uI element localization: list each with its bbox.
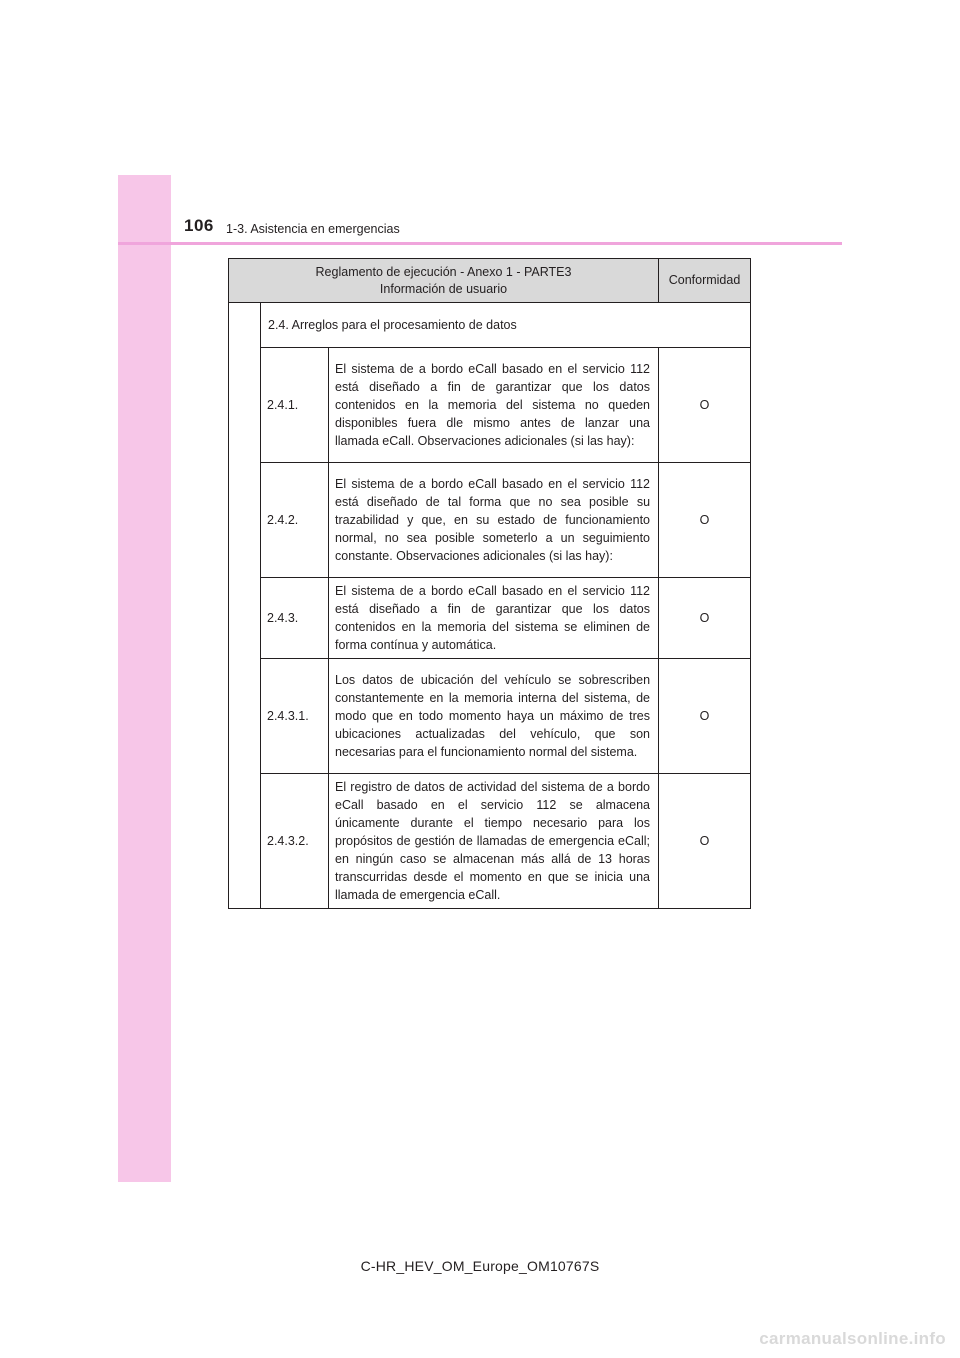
row-conformity-mark: O <box>659 659 751 774</box>
row-text: El sistema de a bordo eCall basado en el servicio 112 está diseñado a fin de garantizar que los datos contenidos en la memoria del sistema se eliminen de forma contínua y automática. <box>329 578 659 659</box>
row-code: 2.4.3. <box>261 578 329 659</box>
table-row <box>229 774 751 909</box>
section-title: 1-3. Asistencia en emergencias <box>226 222 400 236</box>
row-conformity-mark: O <box>659 348 751 463</box>
indent-cell <box>229 303 261 909</box>
chapter-side-strip <box>118 175 171 1182</box>
section-row <box>229 303 751 348</box>
row-text: Los datos de ubicación del vehículo se sobrescriben constantemente en la memoria interna del sistema, de modo que en todo momento haya un máximo de tres ubicaciones actualizadas del vehículo, que son necesarias para el funcionamiento normal del sistema. <box>329 659 659 774</box>
row-text: El sistema de a bordo eCall basado en el servicio 112 está diseñado de tal forma que no sea posible su trazabilidad y que, en su estado de funcionamiento normal, no sea posible someterlo a un seguimiento constante. Observaciones adicionales (si las hay): <box>329 463 659 578</box>
row-conformity-mark: O <box>659 774 751 909</box>
header-regulation <box>229 259 659 303</box>
header-rule <box>118 242 842 245</box>
header-regulation-line1: Reglamento de ejecución - Anexo 1 - PARTE3 <box>315 264 572 279</box>
row-text: El registro de datos de actividad del sistema de a bordo eCall basado en el servicio 112 se almacena únicamente durante el tiempo necesario para los propósitos de gestión de llamadas de emergencia eCall; en ningún caso se almacenan más allá de 13 horas transcurridas desde el momento en que se inicia una llamada de emergencia eCall. <box>329 774 659 909</box>
table-row <box>229 578 751 659</box>
row-text: El sistema de a bordo eCall basado en el servicio 112 está diseñado a fin de garantizar que los datos contenidos en la memoria del sistema no queden disponibles fuera dle mismo antes de lanzar una llamada eCall. Observaciones adicionales (si las hay): <box>329 348 659 463</box>
regulation-table <box>228 258 751 909</box>
row-code: 2.4.2. <box>261 463 329 578</box>
document-code: C-HR_HEV_OM_Europe_OM10767S <box>360 1258 600 1274</box>
row-conformity-mark: O <box>659 578 751 659</box>
header-conformity: Conformidad <box>659 259 751 303</box>
row-code: 2.4.1. <box>261 348 329 463</box>
table-header-row <box>229 259 751 303</box>
page-number: 106 <box>184 216 214 235</box>
header-regulation-line2: Información de usuario <box>379 281 508 296</box>
row-code: 2.4.3.2. <box>261 774 329 909</box>
table-row <box>229 659 751 774</box>
section-label: 2.4. Arreglos para el procesamiento de datos <box>261 303 751 348</box>
table-row <box>229 463 751 578</box>
row-code: 2.4.3.1. <box>261 659 329 774</box>
row-conformity-mark: O <box>659 463 751 578</box>
watermark: carmanualsonline.info <box>759 1329 946 1348</box>
table-row <box>229 348 751 463</box>
